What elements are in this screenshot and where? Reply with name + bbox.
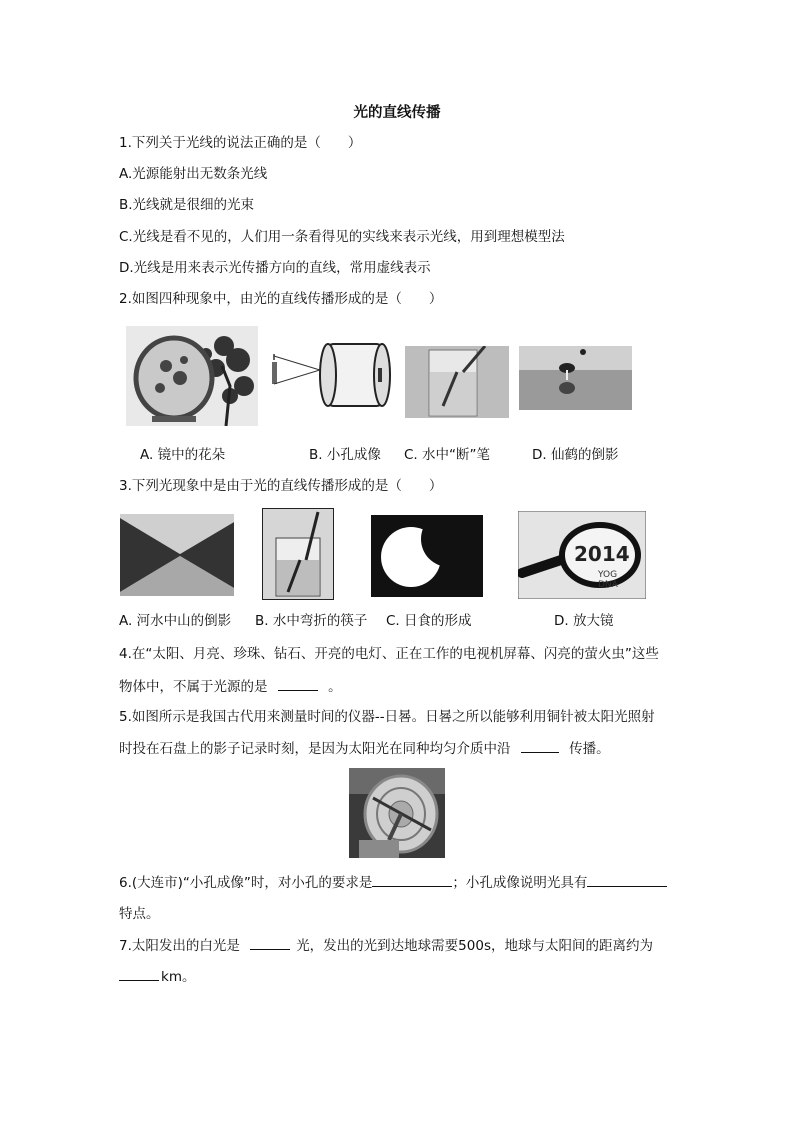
q2-figure-d-crane-reflection bbox=[519, 346, 632, 410]
q6-answer-blank-2[interactable] bbox=[587, 872, 667, 887]
q2-caption-a: A. 镜中的花朵 bbox=[140, 447, 226, 463]
q5-line2-end: 传播。 bbox=[569, 741, 610, 757]
q2-figure-a-mirror bbox=[126, 326, 258, 426]
q2-caption-d: D. 仙鹤的倒影 bbox=[532, 447, 619, 463]
q2-stem: 2.如图四种现象中，由光的直线传播形成的是（ ） bbox=[119, 291, 443, 307]
q1-option-b: B.光线就是很细的光束 bbox=[119, 197, 255, 213]
magnifier-year-text: 2014 bbox=[574, 542, 630, 566]
q6-line2: 特点。 bbox=[119, 906, 160, 922]
q3-caption-c: C. 日食的形成 bbox=[386, 613, 472, 629]
q3-figure-c-solar-eclipse bbox=[371, 515, 483, 597]
q7-line1-rest: 光，发出的光到达地球需要500s，地球与太阳间的距离约为 bbox=[296, 938, 653, 954]
q5-line1: 5.如图所示是我国古代用来测量时间的仪器--日晷。日晷之所以能够利用铜针被太阳光照射 bbox=[119, 709, 655, 725]
q6-answer-blank-1[interactable] bbox=[372, 872, 452, 887]
q1-option-d: D.光线是用来表示光传播方向的直线，常用虚线表示 bbox=[119, 260, 431, 276]
q3-caption-d: D. 放大镜 bbox=[554, 613, 614, 629]
q1-option-a: A.光源能射出无数条光线 bbox=[119, 166, 268, 182]
q6-line1 bbox=[119, 872, 667, 893]
q6-line1-text: 6.(大连市)“小孔成像”时，对小孔的要求是 bbox=[119, 875, 373, 891]
q4-line2-text: 物体中，不属于光源的是 bbox=[119, 679, 268, 695]
q5-figure-sundial bbox=[349, 768, 445, 858]
q3-caption-b: B. 水中弯折的筷子 bbox=[255, 613, 368, 629]
q3-stem: 3.下列光现象中是由于光的直线传播形成的是（ ） bbox=[119, 478, 443, 494]
q2-caption-b: B. 小孔成像 bbox=[309, 447, 381, 463]
q5-answer-blank[interactable] bbox=[521, 738, 559, 753]
q3-figure-a-mountain-reflection bbox=[120, 514, 234, 596]
page-title: 光的直线传播 bbox=[353, 105, 441, 121]
q3-figure-b-bent-chopsticks bbox=[262, 508, 334, 600]
q7-answer-blank-1[interactable] bbox=[250, 935, 290, 950]
q1-stem: 1.下列关于光线的说法正确的是（ ） bbox=[119, 135, 362, 151]
q7-line1 bbox=[119, 935, 653, 956]
q2-caption-c: C. 水中“断”笔 bbox=[404, 447, 490, 463]
q7-line2 bbox=[119, 966, 195, 987]
q5-line2-text: 时投在石盘上的影子记录时刻，是因为太阳光在同种均匀介质中沿 bbox=[119, 741, 511, 757]
q6-line1-mid: ；小孔成像说明光具有 bbox=[452, 875, 588, 891]
q4-line2-end: 。 bbox=[328, 679, 342, 695]
q4-line1: 4.在“太阳、月亮、珍珠、钻石、开亮的电灯、正在工作的电视机屏幕、闪亮的萤火虫”这些 bbox=[119, 646, 659, 662]
q5-line2 bbox=[119, 738, 610, 759]
q3-caption-a: A. 河水中山的倒影 bbox=[119, 613, 232, 629]
q2-figure-c-pencil-in-water bbox=[405, 346, 509, 418]
q7-line1-text: 7.太阳发出的白光是 bbox=[119, 938, 240, 954]
q1-option-c: C.光线是看不见的，人们用一条看得见的实线来表示光线，用到理想模型法 bbox=[119, 229, 565, 245]
q2-figure-b-pinhole bbox=[268, 340, 396, 412]
magnifier-yog-text: YOG bbox=[598, 570, 618, 580]
magnifier-dna-text: DNA bbox=[598, 580, 618, 590]
q4-line2 bbox=[119, 676, 342, 697]
q4-answer-blank[interactable] bbox=[278, 676, 318, 691]
q7-answer-blank-2[interactable] bbox=[119, 966, 159, 981]
q3-figure-d-magnifier bbox=[518, 511, 646, 599]
q7-line2-unit: km。 bbox=[161, 969, 196, 985]
